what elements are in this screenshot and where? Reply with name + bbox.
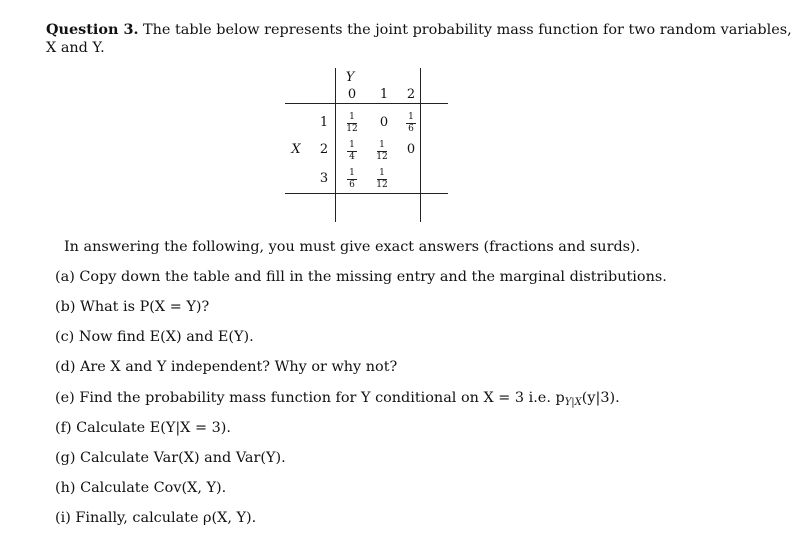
part-text: Calculate Var(X) and Var(Y). (80, 450, 286, 466)
cell-x2-y2: 0 (406, 142, 416, 157)
cell-x1-y1: 0 (379, 115, 389, 130)
part-c (55, 328, 254, 346)
part-text: Copy down the table and fill in the missing entry and the marginal distributions. (79, 269, 667, 285)
question-line-2 (46, 39, 105, 57)
instructions-text: In answering the following, you must give exact answers (fractions and surds). (64, 239, 641, 255)
row-variable-label: X (291, 142, 301, 157)
question-line-1 (46, 21, 792, 39)
part-label: (d) (55, 359, 76, 375)
cell-x2-y0: 1 4 (342, 141, 362, 162)
part-label: (f) (55, 420, 72, 436)
row-header-1: 1 (319, 115, 329, 130)
part-label: (i) (55, 510, 71, 526)
cell-x1-y2: 1 6 (401, 113, 421, 134)
part-text: Finally, calculate ρ(X, Y). (75, 510, 257, 526)
part-label: (e) (55, 390, 75, 406)
row-header-3: 3 (319, 171, 329, 186)
part-d (55, 358, 397, 376)
part-e-tail: (y|3). (581, 390, 620, 406)
cell-x1-y0: 1 12 (346, 112, 358, 134)
cell-x2-y1: 1 12 (376, 140, 388, 162)
part-text: Find the probability mass function for Y conditional on X = 3 i.e. p (79, 390, 565, 406)
table-rule-top (285, 103, 448, 104)
table-rule-left (335, 68, 336, 222)
col-header-0: 0 (347, 87, 357, 102)
table-rule-bottom (285, 193, 448, 194)
col-variable-label: Y (345, 70, 355, 85)
question-text-2: X and Y. (46, 40, 105, 56)
cell-x3-y1: 1 12 (376, 168, 388, 190)
part-label: (b) (55, 299, 76, 315)
part-label: (a) (55, 269, 75, 285)
part-text: Are X and Y independent? Why or why not? (80, 359, 398, 375)
part-h (55, 479, 226, 497)
part-g (55, 449, 286, 467)
part-e-subscript: Y|X (564, 397, 582, 408)
col-header-1: 1 (379, 87, 389, 102)
part-label: (g) (55, 450, 76, 466)
part-text: Calculate E(Y|X = 3). (76, 420, 231, 436)
col-header-2: 2 (406, 87, 416, 102)
part-f (55, 419, 231, 437)
part-text: Calculate Cov(X, Y). (80, 480, 227, 496)
part-b (55, 298, 209, 316)
part-e (55, 389, 620, 412)
question-text-1: The table below represents the joint probability mass function for two random variables, (143, 22, 792, 38)
cell-x3-y0: 1 6 (342, 169, 362, 190)
part-a (55, 268, 667, 286)
part-label: (c) (55, 329, 75, 345)
question-label: Question 3. (46, 21, 139, 38)
part-i (55, 509, 256, 527)
part-text: Now find E(X) and E(Y). (78, 329, 254, 345)
part-label: (h) (55, 480, 76, 496)
part-text: What is P(X = Y)? (80, 299, 210, 315)
row-header-2: 2 (319, 142, 329, 157)
